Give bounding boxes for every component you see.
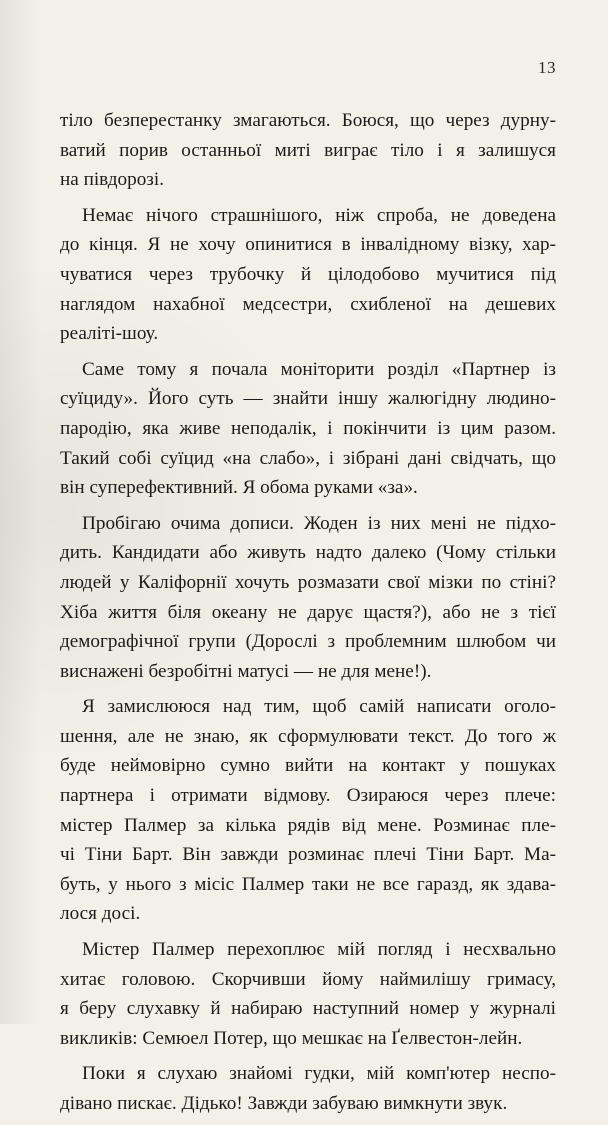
text-line: лося досі. bbox=[60, 903, 141, 925]
text-line: тіло безперестанку змагаються. Боюся, що через дурну- bbox=[60, 110, 556, 131]
text-line: ватий порив останньої миті виграє тіло і я залишуся bbox=[60, 139, 556, 161]
text-line: Я замислююся над тим, щоб самій написати оголо- bbox=[82, 696, 556, 718]
text-line: партнера і отримати відмову. Озираюся через плече: bbox=[60, 785, 556, 807]
text-line: реаліті-шоу. bbox=[60, 323, 159, 345]
text-line: викликів: Семюел Потер, що мешкає на Ґелвестон-лейн. bbox=[60, 1027, 523, 1049]
paragraph bbox=[60, 1059, 556, 1118]
page-number: 13 bbox=[538, 58, 556, 77]
text-line: він суперефективний. Я обома руками «за». bbox=[60, 477, 418, 499]
text-line: виснажені безробітні матусі — не для мене!). bbox=[60, 660, 432, 682]
text-line: людей у Каліфорнії хочуть розмазати свої мізки по стіні? bbox=[60, 571, 556, 593]
text-line: шення, але не знаю, як сформулювати текст. До того ж bbox=[60, 725, 556, 747]
text-line: пародію, яка живе неподалік, і покінчити із цим разом. bbox=[60, 417, 556, 439]
text-line: до кінця. Я не хочу опинитися в інвалідному візку, хар- bbox=[60, 234, 556, 256]
text-line: на півдорозі. bbox=[60, 169, 165, 191]
paragraph bbox=[60, 355, 556, 503]
text-line: Містер Палмер перехоплює мій погляд і несхвально bbox=[82, 939, 556, 961]
text-line: містер Палмер за кілька рядів від мене. Розминає пле- bbox=[60, 814, 556, 836]
text-line: дівано пискає. Дідько! Завжди забуваю вимкнути звук. bbox=[60, 1093, 508, 1114]
text-line: чі Тіни Барт. Він завжди розминає плечі Тіни Барт. Ма- bbox=[60, 844, 556, 866]
text-line: Немає нічого страшнішого, ніж спроба, не доведена bbox=[82, 204, 556, 226]
paragraph bbox=[60, 106, 556, 195]
paragraph bbox=[60, 692, 556, 929]
text-line: Поки я слухаю знайомі гудки, мій комп'ютер неспо- bbox=[82, 1063, 556, 1085]
text-line: дить. Кандидати або живуть надто далеко (Чому стільки bbox=[60, 542, 556, 564]
text-line: буть, у нього з місіс Палмер таки не все гаразд, як здава- bbox=[60, 873, 556, 895]
text-line: чуватися через трубочку й цілодобово мучитися під bbox=[60, 263, 556, 285]
text-line: Такий собі суїцид «на слабо», і зібрані дані свідчать, що bbox=[60, 447, 556, 469]
text-line: наглядом нахабної медсестри, схибленої на дешевих bbox=[60, 293, 556, 315]
body-text bbox=[60, 106, 556, 1125]
paragraph bbox=[60, 509, 556, 687]
text-line: Хіба життя біля океану не дарує щастя?), або не з тієї bbox=[60, 601, 556, 623]
text-line: Пробігаю очима дописи. Жоден із них мені не підхо- bbox=[82, 512, 556, 534]
paragraph bbox=[60, 935, 556, 1053]
text-line: Саме тому я почала моніторити розділ «Партнер із bbox=[82, 358, 556, 380]
paragraph bbox=[60, 201, 556, 349]
text-line: суїциду». Його суть — знайти іншу жалюгідну людино- bbox=[60, 388, 556, 410]
text-line: буде неймовірно сумно вийти на контакт у пошуках bbox=[60, 755, 556, 777]
text-line: хитає головою. Скорчивши йому наймилішу гримасу, bbox=[60, 968, 556, 990]
text-line: я беру слухавку й набираю наступний номер у журналі bbox=[60, 998, 556, 1020]
text-line: демографічної групи (Дорослі з проблемним шлюбом чи bbox=[60, 631, 556, 653]
